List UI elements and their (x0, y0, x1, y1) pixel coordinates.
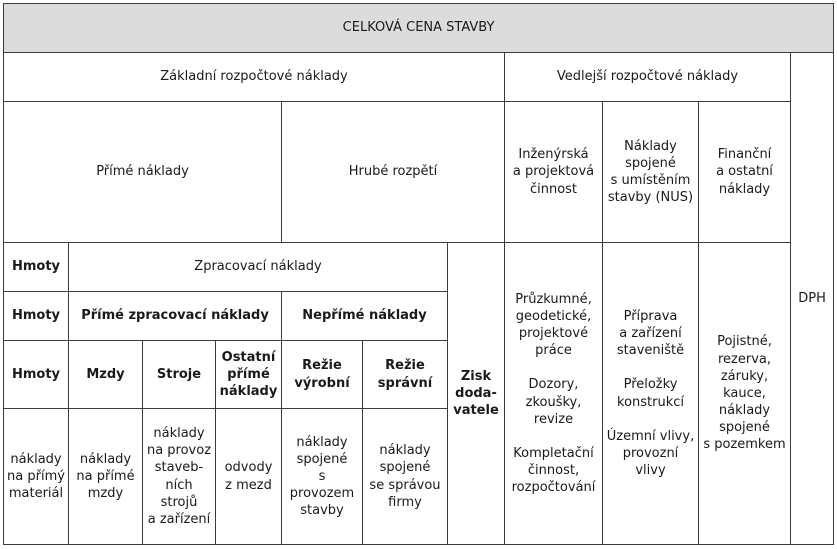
cost-breakdown-table (3, 3, 834, 545)
other-direct-description: odvody z mezd (216, 409, 282, 545)
site-location-costs-cell: Náklady spojené s umístěním stavby (NUS) (603, 102, 699, 243)
basic-costs-header: Základní rozpočtové náklady (4, 53, 505, 102)
financial-other-costs-cell: Finanční a ostatní náklady (699, 102, 791, 243)
indirect-costs-cell: Nepřímé náklady (282, 292, 448, 341)
financial-detail-cell: Pojistné, rezerva, záruky, kauce, náklady spojené s pozemkem (699, 243, 791, 545)
materials-label-1: Hmoty (4, 243, 69, 292)
materials-label-2: Hmoty (4, 292, 69, 341)
contractor-profit-cell: Zisk doda- vatele (448, 243, 505, 545)
production-overhead-description: náklady spojené s provozem stavby (282, 409, 363, 545)
materials-description: náklady na přímý materiál (4, 409, 69, 545)
engineering-detail-cell: Průzkumné, geodetické, projektové práce Dozory, zkoušky, revize Kompletační činnost, rozpočtování (505, 243, 603, 545)
machines-description: náklady na provoz staveb- ních strojů a zařízení (143, 409, 216, 545)
wages-description: náklady na přímé mzdy (69, 409, 143, 545)
total-price-header: CELKOVÁ CENA STAVBY (4, 4, 834, 53)
vat-cell: DPH (791, 53, 834, 545)
gross-margin-cell: Hrubé rozpětí (282, 102, 505, 243)
admin-overhead-cell: Režie správní (363, 341, 448, 409)
site-detail-cell: Příprava a zařízení staveniště Přeložky konstrukcí Územní vlivy, provozní vlivy (603, 243, 699, 545)
materials-label-3: Hmoty (4, 341, 69, 409)
secondary-costs-header: Vedlejší rozpočtové náklady (505, 53, 791, 102)
engineering-activity-cell: Inženýrská a projektová činnost (505, 102, 603, 243)
machines-cell: Stroje (143, 341, 216, 409)
admin-overhead-description: náklady spojené se správou firmy (363, 409, 448, 545)
direct-processing-cell: Přímé zpracovací náklady (69, 292, 282, 341)
production-overhead-cell: Režie výrobní (282, 341, 363, 409)
wages-cell: Mzdy (69, 341, 143, 409)
processing-costs-cell: Zpracovací náklady (69, 243, 448, 292)
other-direct-costs-cell: Ostatní přímé náklady (216, 341, 282, 409)
direct-costs-cell: Přímé náklady (4, 102, 282, 243)
